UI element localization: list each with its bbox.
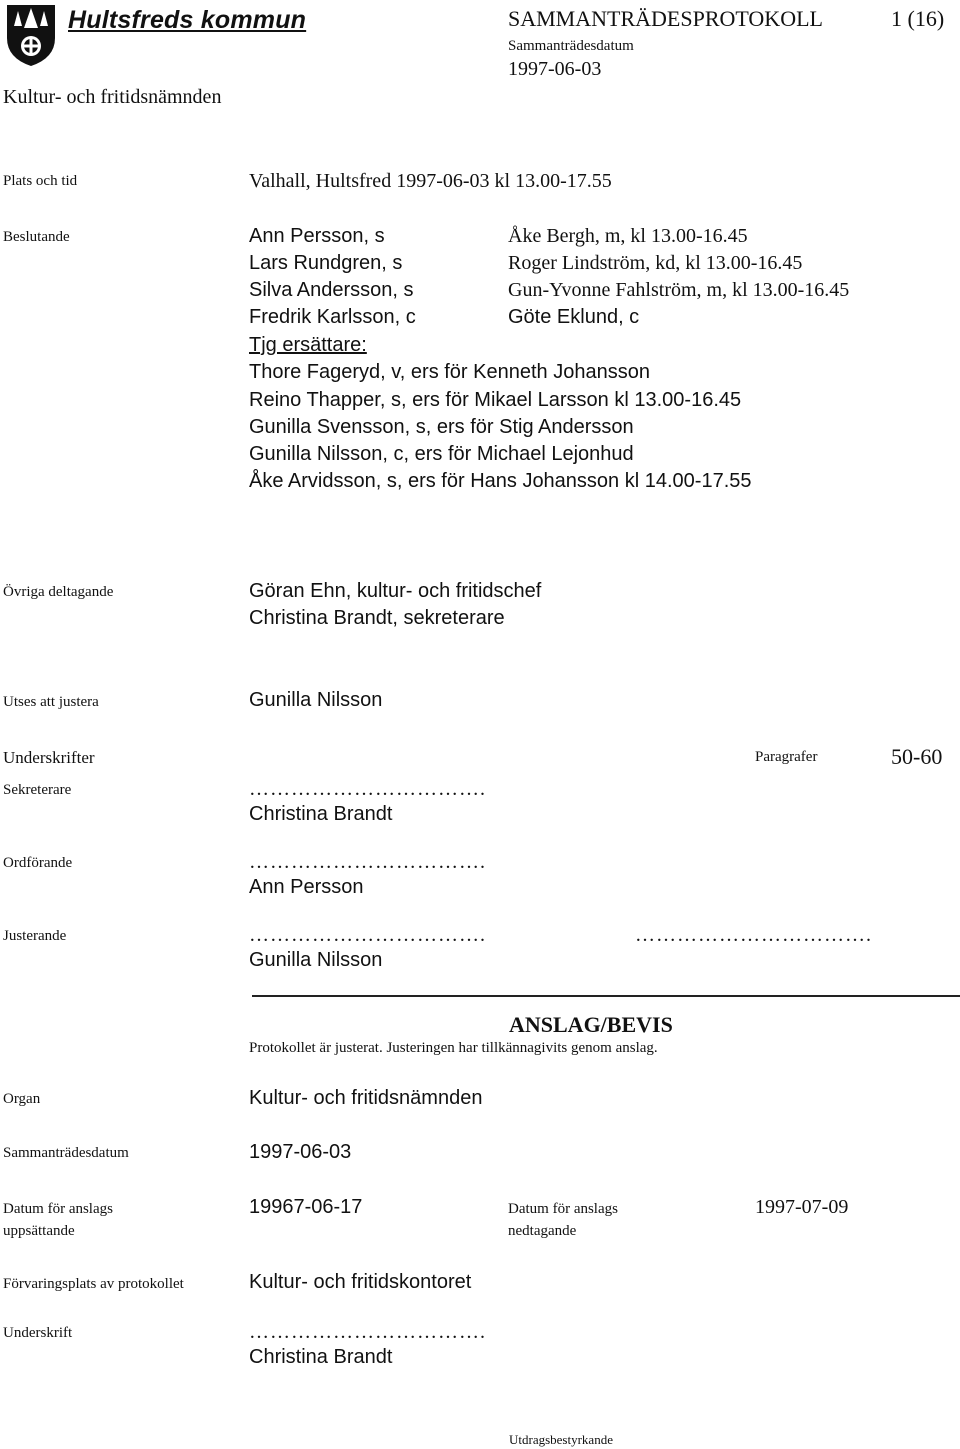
member-right: Åke Bergh, m, kl 13.00-16.45 <box>508 225 748 247</box>
adjuster-signature-label: Justerande <box>3 928 67 944</box>
signature-line: ……………………………. <box>249 778 486 800</box>
organ-value: Kultur- och fritidsnämnden <box>249 1087 483 1109</box>
paragraphs-label: Paragrafer <box>755 749 818 765</box>
secretary-label: Sekreterare <box>3 782 72 798</box>
substitutes-heading: Tjg ersättare: <box>249 334 367 356</box>
meeting-date-label: Sammanträdesdatum <box>508 38 634 54</box>
signatures-label: Underskrifter <box>3 748 95 767</box>
removed-date: 1997-07-09 <box>755 1196 849 1218</box>
signature-line: ……………………………. <box>635 924 872 946</box>
signature-name: Christina Brandt <box>249 1346 393 1368</box>
signature-line: ……………………………. <box>249 851 486 873</box>
signature-label: Underskrift <box>3 1325 73 1341</box>
member-left: Fredrik Karlsson, c <box>249 306 416 328</box>
meeting-date: 1997-06-03 <box>508 58 602 80</box>
notice-meeting-date: 1997-06-03 <box>249 1141 352 1163</box>
secretary-name: Christina Brandt <box>249 803 393 825</box>
member-right: Gun-Yvonne Fahlström, m, kl 13.00-16.45 <box>508 279 850 301</box>
signature-line: ……………………………. <box>249 1321 486 1343</box>
place-value: Valhall, Hultsfred 1997-06-03 kl 13.00-17.55 <box>249 170 612 192</box>
member-left: Ann Persson, s <box>249 225 385 247</box>
member-left: Silva Andersson, s <box>249 279 414 301</box>
notice-text: Protokollet är justerat. Justeringen har tillkännagivits genom anslag. <box>249 1040 658 1056</box>
footer-certification: Utdragsbestyrkande <box>509 1432 613 1447</box>
other-participant: Göran Ehn, kultur- och fritidschef <box>249 580 542 602</box>
member-right: Göte Eklund, c <box>508 306 640 328</box>
others-label: Övriga deltagande <box>3 584 114 600</box>
substitute-item: Reino Thapper, s, ers för Mikael Larsson kl 13.00-16.45 <box>249 389 742 411</box>
decision-label: Beslutande <box>3 229 70 245</box>
paragraphs-range: 50-60 <box>891 744 943 769</box>
substitute-item: Gunilla Nilsson, c, ers för Michael Lejonhud <box>249 443 634 465</box>
place-label: Plats och tid <box>3 173 78 189</box>
member-left: Lars Rundgren, s <box>249 252 403 274</box>
page-number: 1 (16) <box>891 6 945 31</box>
notice-title: ANSLAG/BEVIS <box>509 1012 673 1037</box>
organ-label: Organ <box>3 1091 41 1107</box>
signature-line: ……………………………. <box>249 924 486 946</box>
posted-date: 19967-06-17 <box>249 1196 363 1218</box>
adjuster-label: Utses att justera <box>3 694 99 710</box>
municipality-name: Hultsfreds kommun <box>68 6 307 34</box>
storage-label: Förvaringsplats av protokollet <box>3 1276 184 1292</box>
notice-meeting-date-label: Sammanträdesdatum <box>3 1145 129 1161</box>
substitute-item: Åke Arvidsson, s, ers för Hans Johansson kl 14.00-17.55 <box>249 470 752 492</box>
storage-value: Kultur- och fritidskontoret <box>249 1271 472 1293</box>
other-participant: Christina Brandt, sekreterare <box>249 607 505 629</box>
member-right: Roger Lindström, kd, kl 13.00-16.45 <box>508 252 803 274</box>
municipality-logo <box>4 2 58 68</box>
removed-label-cont: nedtagande <box>508 1223 577 1239</box>
chair-name: Ann Persson <box>249 876 364 898</box>
adjuster-signature-name: Gunilla Nilsson <box>249 949 383 971</box>
posted-label-cont: uppsättande <box>3 1223 75 1239</box>
substitute-item: Gunilla Svensson, s, ers för Stig Andersson <box>249 416 634 438</box>
substitute-item: Thore Fageryd, v, ers för Kenneth Johansson <box>249 361 650 383</box>
document-title: SAMMANTRÄDESPROTOKOLL <box>508 6 823 31</box>
committee-name: Kultur- och fritidsnämnden <box>3 86 222 108</box>
chair-label: Ordförande <box>3 855 73 871</box>
posted-label: Datum för anslags <box>3 1201 113 1217</box>
section-divider <box>252 995 960 997</box>
removed-label: Datum för anslags <box>508 1201 618 1217</box>
adjuster-name: Gunilla Nilsson <box>249 689 383 711</box>
